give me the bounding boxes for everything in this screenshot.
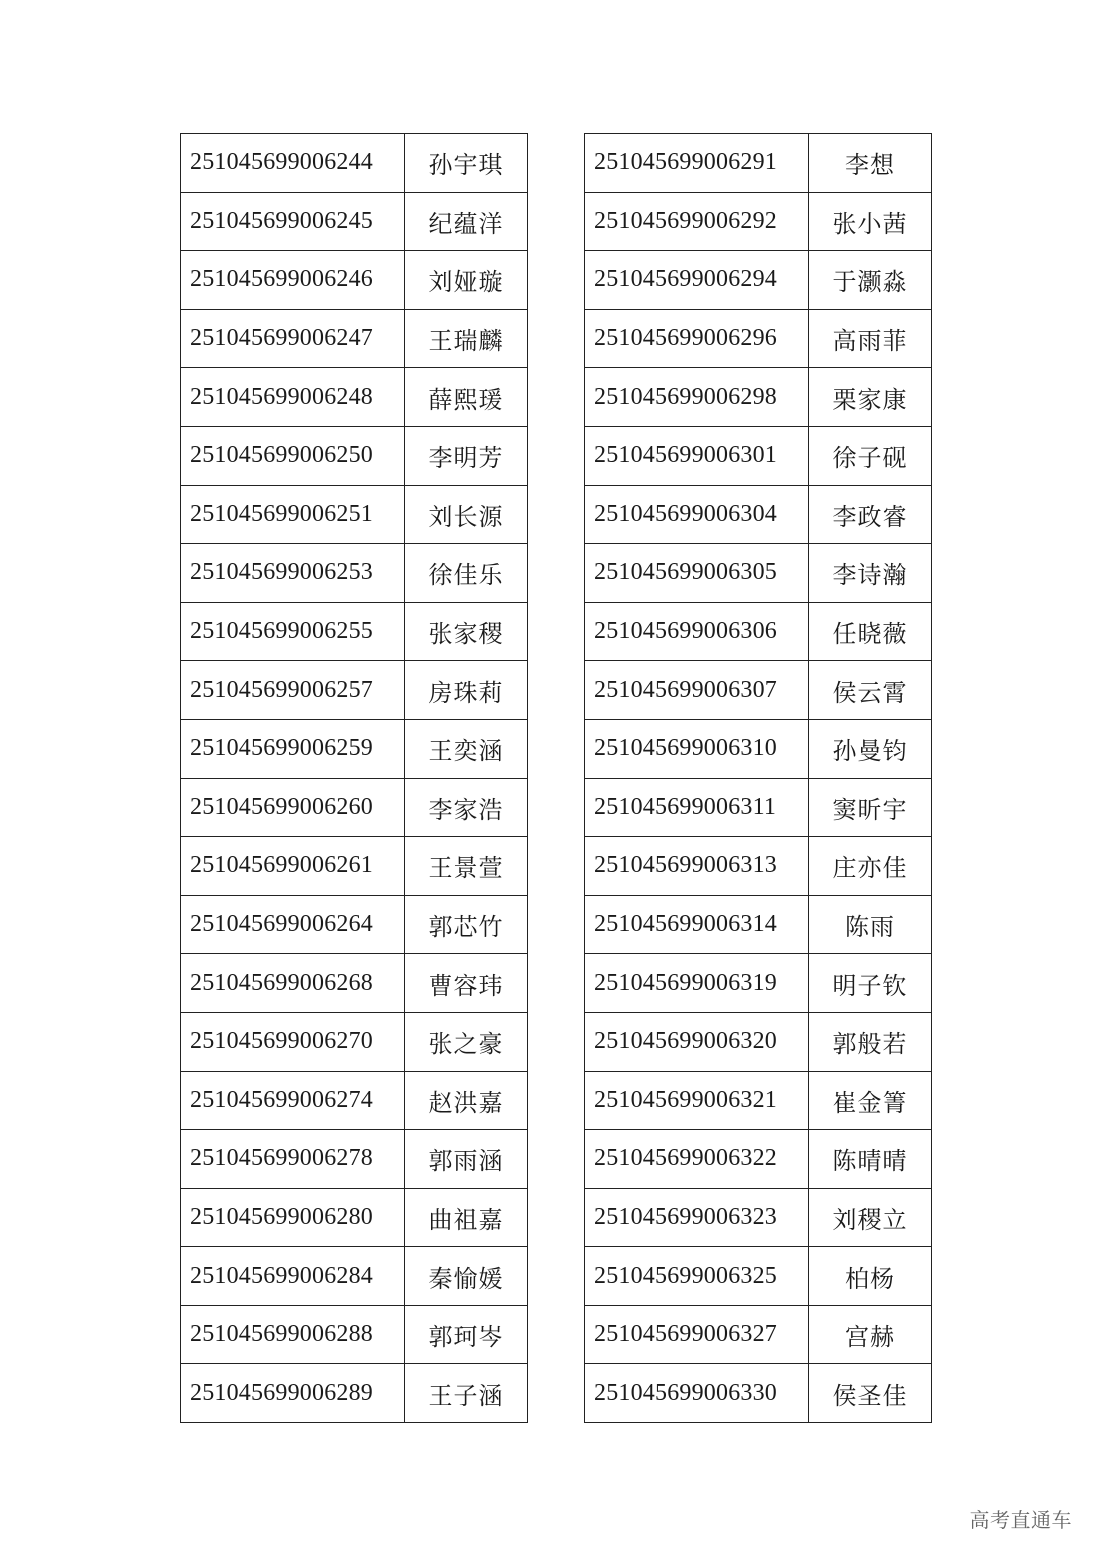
candidate-name-cell: 陈晴晴 <box>809 1130 932 1189</box>
candidate-name-cell: 侯云霄 <box>809 661 932 720</box>
candidate-id-cell: 251045699006327 <box>585 1305 809 1364</box>
candidate-name-cell: 李政睿 <box>809 485 932 544</box>
candidate-id-cell: 251045699006284 <box>181 1247 405 1306</box>
table-row <box>181 954 528 1013</box>
candidate-id-cell: 251045699006314 <box>585 895 809 954</box>
candidate-name-cell: 赵洪嘉 <box>405 1071 528 1130</box>
table-row <box>585 309 932 368</box>
candidate-id-cell: 251045699006268 <box>181 954 405 1013</box>
table-row <box>181 837 528 896</box>
candidate-id-cell: 251045699006245 <box>181 192 405 251</box>
candidate-id-cell: 251045699006320 <box>585 1012 809 1071</box>
candidate-id-cell: 251045699006310 <box>585 719 809 778</box>
candidate-name-cell: 张小茜 <box>809 192 932 251</box>
candidate-name-cell: 陈雨 <box>809 895 932 954</box>
candidate-name-cell: 房珠莉 <box>405 661 528 720</box>
candidate-name-cell: 曲祖嘉 <box>405 1188 528 1247</box>
table-row <box>585 1188 932 1247</box>
candidate-id-cell: 251045699006307 <box>585 661 809 720</box>
candidate-id-cell: 251045699006247 <box>181 309 405 368</box>
candidate-name-cell: 王奕涵 <box>405 719 528 778</box>
candidate-id-cell: 251045699006255 <box>181 602 405 661</box>
table-row <box>585 134 932 193</box>
candidate-id-cell: 251045699006322 <box>585 1130 809 1189</box>
table-row <box>585 837 932 896</box>
table-row <box>181 1071 528 1130</box>
table-row <box>585 544 932 603</box>
candidate-name-cell: 张之豪 <box>405 1012 528 1071</box>
roster-table-left-body <box>181 134 528 1423</box>
candidate-id-cell: 251045699006321 <box>585 1071 809 1130</box>
candidate-id-cell: 251045699006278 <box>181 1130 405 1189</box>
candidate-id-cell: 251045699006313 <box>585 837 809 896</box>
candidate-id-cell: 251045699006294 <box>585 251 809 310</box>
candidate-name-cell: 曹容玮 <box>405 954 528 1013</box>
table-row <box>585 485 932 544</box>
candidate-name-cell: 郭般若 <box>809 1012 932 1071</box>
table-row <box>585 1012 932 1071</box>
table-row <box>181 719 528 778</box>
candidate-name-cell: 李想 <box>809 134 932 193</box>
candidate-name-cell: 郭珂岑 <box>405 1305 528 1364</box>
candidate-id-cell: 251045699006323 <box>585 1188 809 1247</box>
table-row <box>585 602 932 661</box>
table-row <box>585 426 932 485</box>
table-row <box>585 778 932 837</box>
table-row <box>585 661 932 720</box>
table-row <box>181 895 528 954</box>
candidate-id-cell: 251045699006251 <box>181 485 405 544</box>
candidate-id-cell: 251045699006305 <box>585 544 809 603</box>
candidate-name-cell: 孙曼钧 <box>809 719 932 778</box>
watermark-text: 高考直通车 <box>969 1508 1072 1532</box>
table-row <box>181 602 528 661</box>
table-row <box>181 1012 528 1071</box>
table-row <box>181 778 528 837</box>
candidate-name-cell: 刘稷立 <box>809 1188 932 1247</box>
table-row <box>585 251 932 310</box>
roster-table-right <box>584 133 932 1423</box>
table-row <box>585 895 932 954</box>
candidate-name-cell: 明子钦 <box>809 954 932 1013</box>
candidate-name-cell: 李明芳 <box>405 426 528 485</box>
table-row <box>585 719 932 778</box>
candidate-name-cell: 郭芯竹 <box>405 895 528 954</box>
candidate-id-cell: 251045699006330 <box>585 1364 809 1423</box>
roster-table-left <box>180 133 528 1423</box>
candidate-name-cell: 王景萱 <box>405 837 528 896</box>
candidate-id-cell: 251045699006261 <box>181 837 405 896</box>
table-row <box>181 134 528 193</box>
candidate-id-cell: 251045699006257 <box>181 661 405 720</box>
table-row <box>181 485 528 544</box>
candidate-name-cell: 徐佳乐 <box>405 544 528 603</box>
candidate-id-cell: 251045699006292 <box>585 192 809 251</box>
table-row <box>181 1305 528 1364</box>
candidate-id-cell: 251045699006248 <box>181 368 405 427</box>
candidate-name-cell: 任晓薇 <box>809 602 932 661</box>
candidate-name-cell: 薛熙瑗 <box>405 368 528 427</box>
candidate-name-cell: 王子涵 <box>405 1364 528 1423</box>
candidate-id-cell: 251045699006301 <box>585 426 809 485</box>
candidate-id-cell: 251045699006291 <box>585 134 809 193</box>
candidate-name-cell: 窦昕宇 <box>809 778 932 837</box>
candidate-name-cell: 侯圣佳 <box>809 1364 932 1423</box>
candidate-id-cell: 251045699006311 <box>585 778 809 837</box>
candidate-name-cell: 郭雨涵 <box>405 1130 528 1189</box>
candidate-name-cell: 刘娅璇 <box>405 251 528 310</box>
candidate-name-cell: 李家浩 <box>405 778 528 837</box>
table-row <box>181 1188 528 1247</box>
candidate-id-cell: 251045699006250 <box>181 426 405 485</box>
table-row <box>181 661 528 720</box>
candidate-id-cell: 251045699006306 <box>585 602 809 661</box>
candidate-name-cell: 高雨菲 <box>809 309 932 368</box>
candidate-id-cell: 251045699006280 <box>181 1188 405 1247</box>
table-row <box>181 1364 528 1423</box>
candidate-name-cell: 李诗瀚 <box>809 544 932 603</box>
candidate-name-cell: 纪蕴洋 <box>405 192 528 251</box>
table-row <box>585 1247 932 1306</box>
candidate-name-cell: 柏杨 <box>809 1247 932 1306</box>
table-row <box>585 1071 932 1130</box>
table-row <box>181 426 528 485</box>
table-row <box>585 368 932 427</box>
table-row <box>585 1305 932 1364</box>
table-row <box>181 368 528 427</box>
candidate-id-cell: 251045699006253 <box>181 544 405 603</box>
candidate-id-cell: 251045699006260 <box>181 778 405 837</box>
candidate-id-cell: 251045699006274 <box>181 1071 405 1130</box>
candidate-name-cell: 庄亦佳 <box>809 837 932 896</box>
candidate-id-cell: 251045699006298 <box>585 368 809 427</box>
candidate-id-cell: 251045699006246 <box>181 251 405 310</box>
candidate-name-cell: 刘长源 <box>405 485 528 544</box>
candidate-id-cell: 251045699006319 <box>585 954 809 1013</box>
candidate-id-cell: 251045699006296 <box>585 309 809 368</box>
candidate-id-cell: 251045699006270 <box>181 1012 405 1071</box>
candidate-name-cell: 于灏淼 <box>809 251 932 310</box>
table-row <box>181 1130 528 1189</box>
candidate-id-cell: 251045699006289 <box>181 1364 405 1423</box>
candidate-name-cell: 王瑞麟 <box>405 309 528 368</box>
table-row <box>585 1364 932 1423</box>
table-row <box>181 544 528 603</box>
candidate-name-cell: 张家稷 <box>405 602 528 661</box>
table-row <box>585 1130 932 1189</box>
candidate-id-cell: 251045699006325 <box>585 1247 809 1306</box>
roster-table-right-body <box>585 134 932 1423</box>
candidate-name-cell: 栗家康 <box>809 368 932 427</box>
candidate-name-cell: 宫赫 <box>809 1305 932 1364</box>
candidate-name-cell: 徐子砚 <box>809 426 932 485</box>
candidate-id-cell: 251045699006264 <box>181 895 405 954</box>
table-row <box>181 192 528 251</box>
table-row <box>181 309 528 368</box>
candidate-id-cell: 251045699006288 <box>181 1305 405 1364</box>
candidate-id-cell: 251045699006244 <box>181 134 405 193</box>
candidate-id-cell: 251045699006304 <box>585 485 809 544</box>
table-row <box>585 954 932 1013</box>
candidate-name-cell: 秦愉媛 <box>405 1247 528 1306</box>
candidate-name-cell: 崔金箐 <box>809 1071 932 1130</box>
table-row <box>181 251 528 310</box>
table-row <box>181 1247 528 1306</box>
candidate-name-cell: 孙宇琪 <box>405 134 528 193</box>
table-row <box>585 192 932 251</box>
candidate-id-cell: 251045699006259 <box>181 719 405 778</box>
